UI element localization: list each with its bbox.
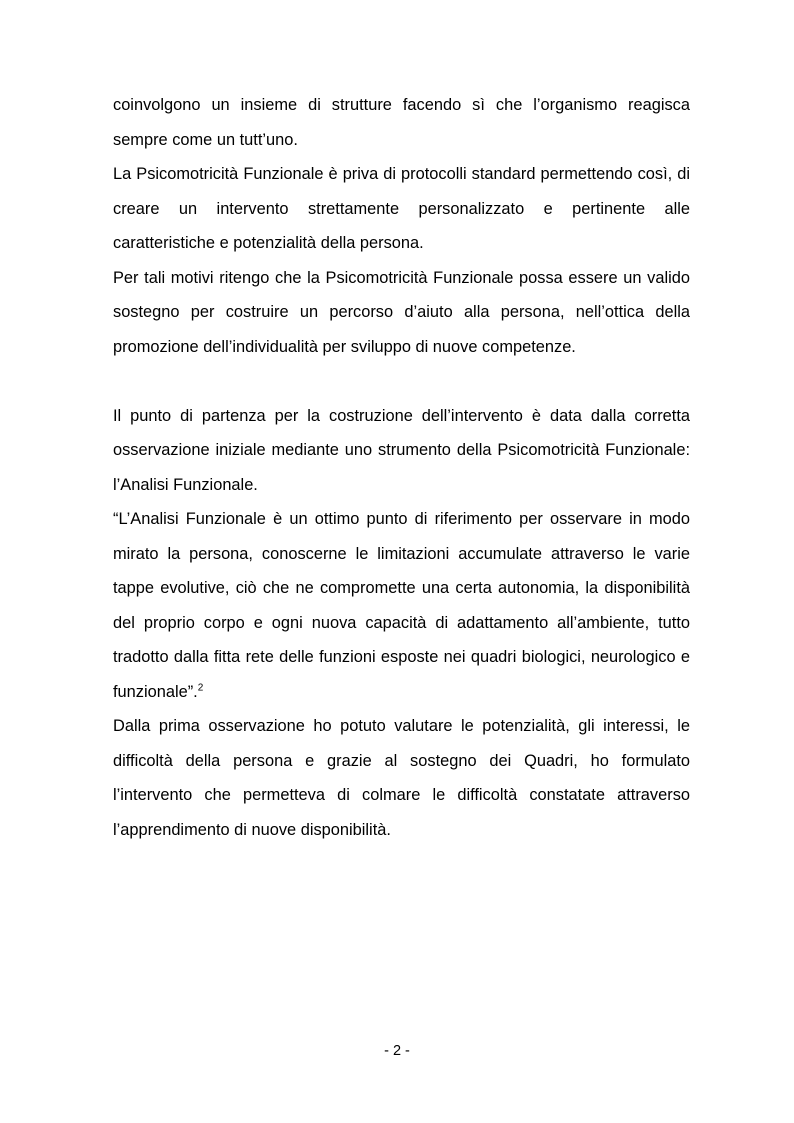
footnote-reference: 2	[197, 682, 204, 694]
paragraph-quote	[113, 502, 690, 709]
paragraph-observation: Dalla prima osservazione ho potuto valutare le potenzialità, gli interessi, le difficoltà della persona e grazie al sostegno dei Quadri, ho formulato l’intervento che permetteva di colmare le difficoltà constatate attraverso l’apprendimento di nuove disponibilità.	[113, 717, 690, 839]
quote-text: “L’Analisi Funzionale è un ottimo punto di riferimento per osservare in modo mirato la persona, conoscerne le limitazioni accumulate attraverso le varie tappe evolutive, ciò che ne compromette una certa autonomia, la disponibilità del proprio corpo e ogni nuova capacità di adattamento all’ambiente, tutto tradotto dalla fitta rete delle funzioni esposte nei quadri biologici, neurologico e funzionale”.	[113, 510, 690, 701]
paragraph-spacer	[113, 364, 690, 399]
paragraph-starting-point: Il punto di partenza per la costruzione dell’intervento è data dalla corretta osservazione iniziale mediante uno strumento della Psicomotricità Funzionale: l’Analisi Funzionale.	[113, 406, 690, 494]
paragraph-continuation: coinvolgono un insieme di strutture facendo sì che l’organismo reagisca sempre come un tutt’uno.	[113, 96, 690, 149]
paragraph-protocols: La Psicomotricità Funzionale è priva di protocolli standard permettendo così, di creare un intervento strettamente personalizzato e pertinente alle caratteristiche e potenzialità della persona.	[113, 165, 690, 252]
page-number: - 2 -	[384, 1043, 410, 1059]
document-body	[113, 88, 690, 847]
paragraph-motivation: Per tali motivi ritengo che la Psicomotricità Funzionale possa essere un valido sostegno per costruire un percorso d’aiuto alla persona, nell’ottica della promozione dell’individualità per sviluppo di nuove competenze.	[113, 268, 690, 356]
